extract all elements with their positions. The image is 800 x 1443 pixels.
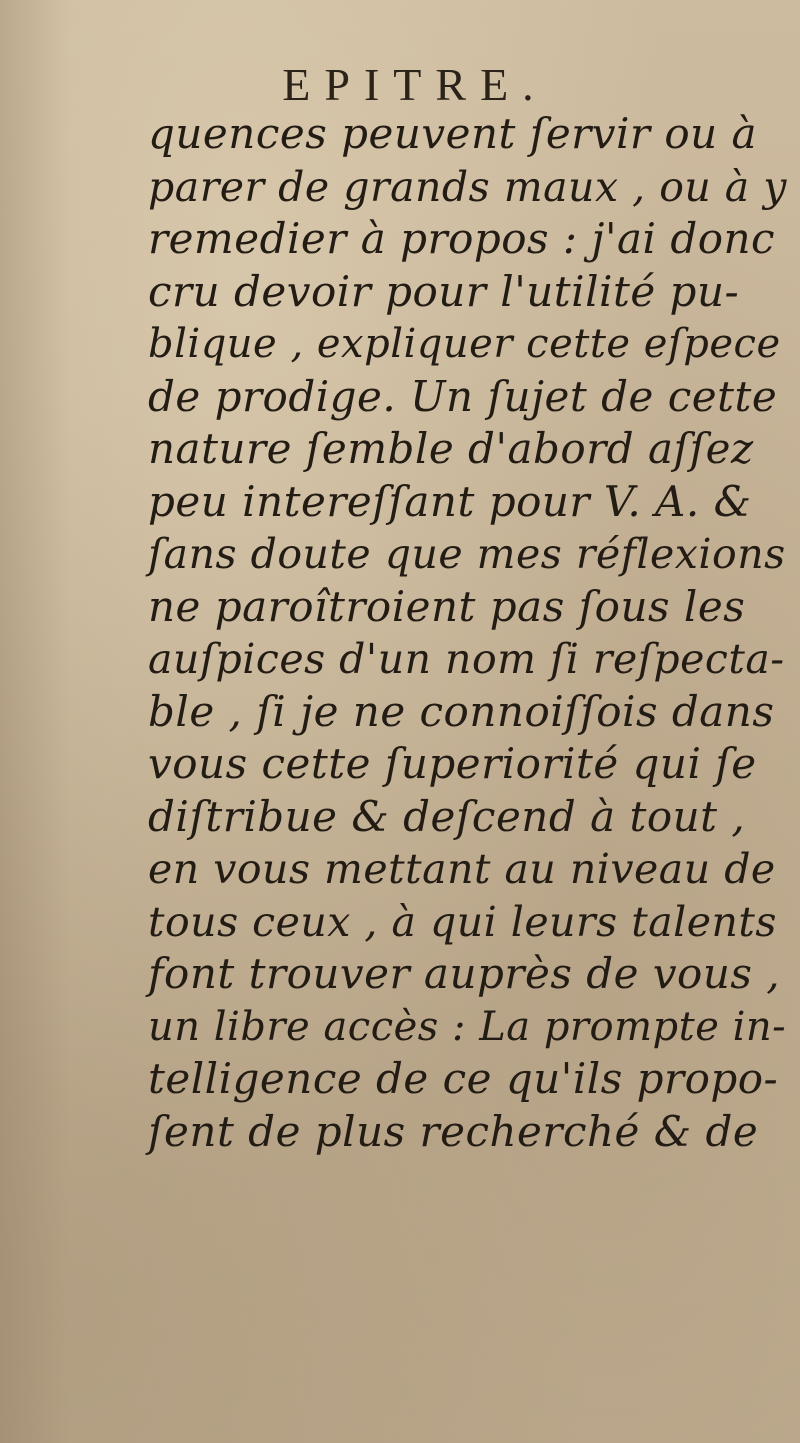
text-line: blique , expliquer cette eſpece	[148, 321, 781, 367]
text-line: nature ſemble d'abord aſſez	[148, 424, 754, 473]
text-line: diſtribue & deſcend à tout ,	[148, 791, 746, 841]
page-fold-shadow	[0, 0, 70, 1443]
text-line: telligence de ce qu'ils propo-	[148, 1054, 779, 1103]
text-line: ſent de plus recherché & de	[148, 1106, 759, 1156]
text-line: cru devoir pour l'utilité pu-	[148, 266, 740, 316]
text-line: ne paroîtroient pas ſous les	[148, 581, 746, 631]
text-line: de prodige. Un ſujet de cette	[148, 371, 778, 421]
text-line: auſpices d'un nom ſi reſpecta-	[148, 635, 785, 683]
text-line: ble , ſi je ne connoiſſois dans	[148, 686, 775, 736]
text-line: font trouver auprès de vous ,	[148, 949, 781, 998]
body-text	[148, 108, 788, 1158]
running-header: EPITRE.	[282, 59, 548, 110]
text-line: parer de grands maux , ou à y	[148, 162, 787, 211]
text-line: tous ceux , à qui leurs talents	[148, 897, 777, 946]
text-line: remedier à propos : j'ai donc	[148, 214, 776, 263]
text-line: ſans doute que mes réflexions	[148, 530, 786, 578]
text-line: en vous mettant au niveau de	[148, 845, 776, 893]
text-line: vous cette ſuperiorité qui ſe	[148, 739, 757, 788]
text-line: quences peuvent ſervir ou à	[148, 109, 758, 158]
text-line: peu intereſſant pour V. A. &	[148, 476, 752, 526]
text-line: un libre accès : La prompte in-	[148, 1003, 787, 1050]
